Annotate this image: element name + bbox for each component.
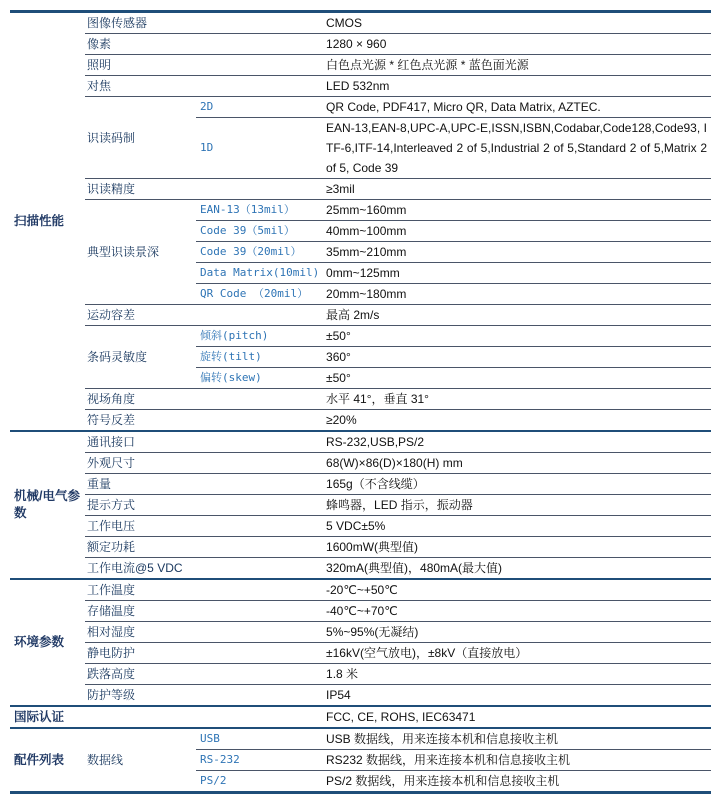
value-cell: CMOS <box>326 16 363 30</box>
param-cell: 视场角度 <box>85 389 322 410</box>
param-cell: 识读码制 <box>85 97 196 179</box>
subparam-cell: 2D <box>196 97 322 118</box>
spec-row <box>10 685 711 707</box>
value-cell: 白色点光源 * 红色点光源 * 蓝色面光源 <box>322 55 711 76</box>
param-cell: 工作电流@5 VDC <box>85 558 322 580</box>
value-cell: IP54 <box>322 685 711 707</box>
spec-row <box>10 453 711 474</box>
subparam-cell: 1D <box>196 118 322 179</box>
category-cell: 机械/电气参数 <box>10 431 85 579</box>
spec-row <box>10 558 711 580</box>
param-cell: 静电防护 <box>85 643 322 664</box>
spec-row <box>10 389 711 410</box>
spec-row <box>10 305 711 326</box>
spec-row <box>10 728 711 750</box>
subparam-cell: 旋转(tilt) <box>196 347 322 368</box>
value-cell: 1600mW(典型值) <box>322 537 711 558</box>
spec-row <box>10 12 711 34</box>
subparam-cell: Data Matrix(10mil) <box>196 263 322 284</box>
subparam-cell: Code 39（5mil） <box>196 221 322 242</box>
value-cell: USB 数据线，用来连接本机和信息接收主机 <box>322 728 711 750</box>
subparam-cell: PS/2 <box>196 771 322 793</box>
param-cell: 对焦 <box>85 76 322 97</box>
param-cell: 运动容差 <box>85 305 322 326</box>
param-cell: 数据线 <box>85 728 196 793</box>
category-cell: 配件列表 <box>10 728 85 793</box>
spec-row <box>10 537 711 558</box>
subparam-cell: EAN-13（13mil） <box>196 200 322 221</box>
value-cell: PS/2 数据线，用来连接本机和信息接收主机 <box>322 771 711 793</box>
param-cell <box>85 706 322 728</box>
value-cell: 35mm~210mm <box>322 242 711 263</box>
spec-row <box>10 622 711 643</box>
spec-row <box>10 664 711 685</box>
value-cell: 165g（不含线缆） <box>322 474 711 495</box>
spec-row <box>10 326 711 347</box>
category-cell: 扫描性能 <box>14 214 65 228</box>
param-cell: 条码灵敏度 <box>85 326 196 389</box>
spec-row <box>10 706 711 728</box>
param-cell: 照明 <box>85 55 322 76</box>
param-cell: 典型识读景深 <box>85 200 196 305</box>
value-cell: 1.8 米 <box>322 664 711 685</box>
spec-row <box>10 643 711 664</box>
value-cell: FCC, CE, ROHS, IEC63471 <box>322 706 711 728</box>
value-cell: LED 532nm <box>322 76 711 97</box>
value-cell: 1280 × 960 <box>322 34 711 55</box>
value-cell: 最高 2m/s <box>322 305 711 326</box>
value-cell: RS232 数据线，用来连接本机和信息接收主机 <box>322 750 711 771</box>
param-cell: 额定功耗 <box>85 537 322 558</box>
value-cell: ±16kV(空气放电)，±8kV（直接放电） <box>322 643 711 664</box>
spec-table <box>10 10 711 794</box>
spec-row <box>10 474 711 495</box>
value-cell: EAN-13,EAN-8,UPC-A,UPC-E,ISSN,ISBN,Codabar,Code128,Code93, ITF-6,ITF-14,Interleaved 2 of 5,Industrial 2 of 5,Standard 2 of 5,Matrix 2 of 5, Code 39 <box>322 118 711 179</box>
subparam-cell: Code 39（20mil） <box>196 242 322 263</box>
value-cell: RS-232,USB,PS/2 <box>322 431 711 453</box>
param-cell: 像素 <box>85 34 322 55</box>
value-cell: -40℃~+70℃ <box>322 601 711 622</box>
subparam-cell: 倾斜(pitch) <box>196 326 322 347</box>
param-cell: 通讯接口 <box>85 431 322 453</box>
param-cell: 图像传感器 <box>87 16 148 30</box>
param-cell: 提示方式 <box>85 495 322 516</box>
param-cell: 符号反差 <box>85 410 322 432</box>
param-cell: 防护等级 <box>85 685 322 707</box>
category-cell: 国际认证 <box>10 706 85 728</box>
spec-row <box>10 516 711 537</box>
subparam-cell: USB <box>196 728 322 750</box>
datasheet-page <box>10 10 711 794</box>
value-cell: 25mm~160mm <box>322 200 711 221</box>
value-cell: ≥3mil <box>322 179 711 200</box>
value-cell: 5 VDC±5% <box>322 516 711 537</box>
subparam-cell: RS-232 <box>196 750 322 771</box>
param-cell: 存储温度 <box>85 601 322 622</box>
value-cell: 360° <box>322 347 711 368</box>
subparam-cell: QR Code （20mil） <box>196 284 322 305</box>
param-cell: 识读精度 <box>85 179 322 200</box>
spec-row <box>10 410 711 432</box>
value-cell: ±50° <box>322 368 711 389</box>
param-cell: 相对湿度 <box>85 622 322 643</box>
spec-row <box>10 55 711 76</box>
value-cell: 水平 41°，垂直 31° <box>322 389 711 410</box>
value-cell: 20mm~180mm <box>322 284 711 305</box>
spec-row <box>10 179 711 200</box>
category-cell: 环境参数 <box>10 579 85 706</box>
spec-row <box>10 579 711 601</box>
spec-row <box>10 200 711 221</box>
spec-row <box>10 97 711 118</box>
param-cell: 工作电压 <box>85 516 322 537</box>
value-cell: 0mm~125mm <box>322 263 711 284</box>
value-cell: QR Code, PDF417, Micro QR, Data Matrix, AZTEC. <box>322 97 711 118</box>
spec-row <box>10 495 711 516</box>
spec-row <box>10 431 711 453</box>
subparam-cell: 偏转(skew) <box>196 368 322 389</box>
spec-row <box>10 601 711 622</box>
spec-row <box>10 76 711 97</box>
param-cell: 外观尺寸 <box>85 453 322 474</box>
param-cell: 重量 <box>85 474 322 495</box>
param-cell: 跌落高度 <box>85 664 322 685</box>
value-cell: -20℃~+50℃ <box>322 579 711 601</box>
value-cell: ±50° <box>322 326 711 347</box>
value-cell: 蜂鸣器，LED 指示，振动器 <box>322 495 711 516</box>
value-cell: 68(W)×86(D)×180(H) mm <box>322 453 711 474</box>
value-cell: 5%~95%(无凝结) <box>322 622 711 643</box>
param-cell: 工作温度 <box>85 579 322 601</box>
spec-row <box>10 34 711 55</box>
value-cell: ≥20% <box>322 410 711 432</box>
value-cell: 320mA(典型值)，480mA(最大值) <box>322 558 711 580</box>
value-cell: 40mm~100mm <box>322 221 711 242</box>
